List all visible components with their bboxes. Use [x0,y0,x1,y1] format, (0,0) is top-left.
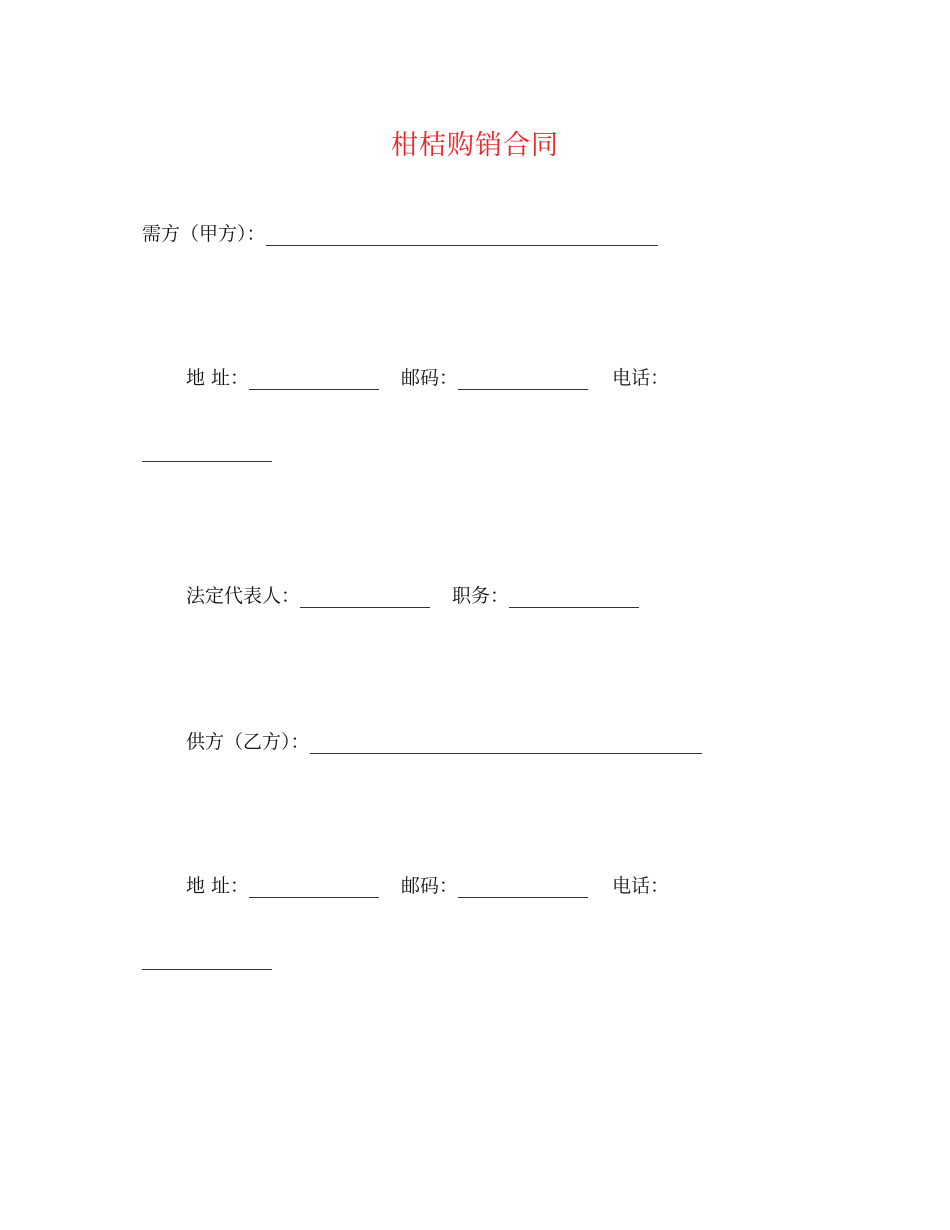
seller-contact-line [186,872,669,900]
seller-address-label: 地 址： [186,875,250,897]
legal-rep-blank[interactable] [300,587,430,608]
seller-phone-blank[interactable] [142,968,272,970]
seller-phone-label: 电话： [612,875,670,897]
buyer-address-blank[interactable] [249,369,379,390]
seller-postcode-label: 邮码： [401,875,459,897]
position-blank[interactable] [509,587,639,608]
legal-rep-line [186,582,639,610]
position-label: 职务： [452,585,510,607]
buyer-postcode-label: 邮码： [401,367,459,389]
buyer-party-label: 需方（甲方）： [142,223,266,245]
buyer-contact-line [186,364,669,392]
buyer-address-label: 地 址： [186,367,250,389]
seller-party-label: 供方（乙方）： [186,731,310,753]
document-title: 柑桔购销合同 [391,130,559,161]
buyer-postcode-blank[interactable] [458,369,588,390]
legal-rep-label: 法定代表人： [186,585,301,607]
seller-postcode-blank[interactable] [458,877,588,898]
buyer-phone-blank[interactable] [142,460,272,462]
buyer-party-line [142,220,658,248]
seller-address-blank[interactable] [249,877,379,898]
buyer-party-blank[interactable] [266,225,658,246]
seller-party-line [186,728,702,756]
seller-party-blank[interactable] [310,733,702,754]
buyer-phone-label: 电话： [612,367,670,389]
